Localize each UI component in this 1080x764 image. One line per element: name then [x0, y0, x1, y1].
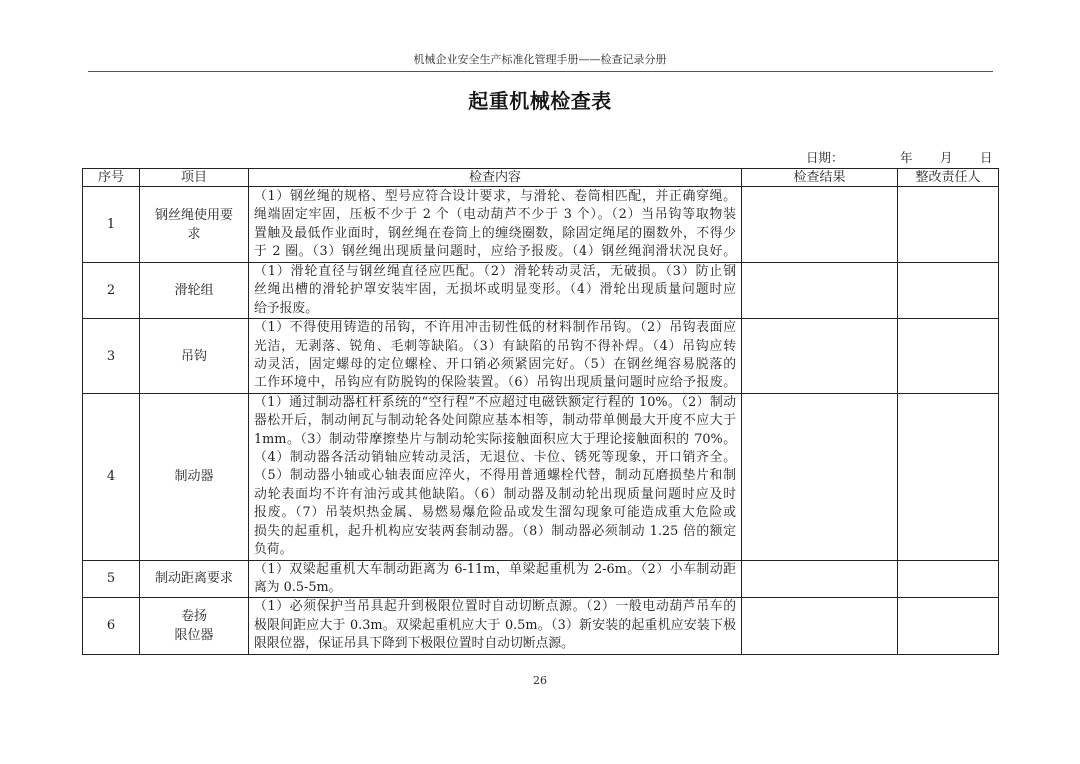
item-name-cell [140, 319, 249, 394]
row-number: 3 [83, 319, 140, 394]
content-line-wrapper [254, 356, 736, 374]
content-line-wrapper [254, 561, 736, 579]
table-row [83, 598, 999, 654]
content-line-wrapper [254, 206, 736, 224]
date-label: 日期： [806, 150, 844, 165]
column-header-result: 检查结果 [742, 169, 898, 187]
content-line: 1mm。（3）制动带摩擦垫片与制动轮实际接触面积应大于理论接触面积的 70%。 [254, 431, 736, 447]
item-name-line: 钢丝绳使用要 [154, 207, 233, 223]
table-row [83, 393, 999, 560]
date-day-label: 日 [980, 150, 993, 165]
inspection-content-cell [249, 187, 742, 263]
item-name-line: 卷扬 [180, 608, 207, 624]
inspection-result-cell [742, 263, 898, 319]
content-line: 绳端固定牢固，压板不少于 2 个（电动葫芦不少于 3 个）。（2）当吊钩等取物装 [254, 207, 736, 223]
inspection-table [82, 168, 999, 655]
item-name-cell [140, 263, 249, 319]
row-number: 1 [83, 187, 140, 263]
content-line: （1）双梁起重机大车制动距离为 6-11m，单梁起重机为 2-6m。（2）小车制动距 [254, 561, 736, 577]
page-title: 起重机械检查表 [468, 89, 612, 113]
table-header-row [83, 169, 999, 187]
header-rule [88, 71, 993, 72]
item-name-line: 滑轮组 [174, 283, 214, 299]
content-line-wrapper [254, 486, 736, 504]
column-header-item: 项目 [140, 169, 249, 187]
content-line: （1）通过制动器杠杆系统的“空行程”不应超过电磁铁额定行程的 10%。（2）制动 [254, 394, 736, 410]
page-number: 26 [533, 674, 547, 687]
item-name-line: 制动距离要求 [154, 571, 233, 587]
content-line-wrapper [254, 504, 736, 522]
content-line: 动轮表面均不许有油污或其他缺陷。（6）制动器及制动轮出现质量问题时应及时 [254, 486, 736, 502]
item-name-cell [140, 560, 249, 598]
content-line-wrapper [254, 412, 736, 430]
content-line: 丝绳出槽的滑轮护罩安装牢固，无损坏或明显变形。（4）滑轮出现质量问题时应 [254, 282, 736, 298]
row-number: 2 [83, 263, 140, 319]
responsible-person-cell [898, 263, 999, 319]
content-line: （1）滑轮直径与钢丝绳直径应匹配。（2）滑轮转动灵活，无破损。（3）防止钢 [254, 264, 736, 279]
table-row [83, 263, 999, 319]
content-line-wrapper [254, 394, 736, 412]
running-header: 机械企业安全生产标准化管理手册——检查记录分册 [413, 53, 667, 66]
content-line: 限限位器，保证吊具下降到下极限位置时自动切断点源。 [254, 636, 574, 652]
item-name-line: 求 [187, 226, 201, 242]
responsible-person-cell [898, 187, 999, 263]
inspection-result-cell [742, 393, 898, 560]
inspection-content-cell [249, 263, 742, 319]
content-line-wrapper [254, 541, 736, 559]
item-name-line: 制动器 [174, 469, 214, 485]
responsible-person-cell [898, 560, 999, 598]
content-line-wrapper [254, 579, 736, 597]
inspection-result-cell [742, 560, 898, 598]
content-line: 器松开后，制动闸瓦与制动轮各处间隙应基本相等，制动带单侧最大开度不应大于 [254, 413, 736, 429]
content-line: （1）必须保护当吊具起升到极限位置时自动切断点源。（2）一般电动葫芦吊车的 [254, 599, 736, 615]
content-line-wrapper [254, 374, 736, 392]
content-line-wrapper [254, 319, 736, 337]
item-name-cell [140, 598, 249, 654]
table-row [83, 187, 999, 263]
row-number: 4 [83, 393, 140, 560]
content-line: 报废。（7）吊装炽热金属、易燃易爆危险品或发生溜勾现象可能造成重大危险或 [254, 505, 736, 521]
date-line [0, 150, 1080, 166]
column-header-no: 序号 [83, 169, 140, 187]
table-row [83, 560, 999, 598]
content-line: 损失的起重机，起升机构应安装两套制动器。（8）制动器必须制动 1.25 倍的额定 [254, 523, 736, 539]
content-line: 光洁，无剥落、锐角、毛刺等缺陷。（3）有缺陷的吊钩不得补焊。（4）吊钩应转 [254, 338, 736, 354]
content-line: （1）不得使用铸造的吊钩，不许用冲击韧性低的材料制作吊钩。（2）吊钩表面应 [254, 320, 736, 336]
content-line-wrapper [254, 243, 736, 261]
date-month-label: 月 [940, 150, 953, 165]
content-line-wrapper [254, 617, 736, 635]
content-line-wrapper [254, 188, 736, 206]
table-row [83, 319, 999, 394]
inspection-content-cell [249, 393, 742, 560]
inspection-content-cell [249, 560, 742, 598]
table-body [83, 187, 999, 655]
content-line-wrapper [254, 523, 736, 541]
inspection-result-cell [742, 598, 898, 654]
content-line: 极限间距应大于 0.3m。双梁起重机应大于 0.5m。（3）新安装的起重机应安装下极 [254, 617, 736, 633]
content-line-wrapper [254, 635, 736, 653]
content-line-wrapper [254, 598, 736, 616]
content-line: 动灵活，固定螺母的定位螺栓、开口销必须紧固完好。（5）在钢丝绳容易脱落的 [254, 357, 736, 373]
content-line: （1）钢丝绳的规格、型号应符合设计要求，与滑轮、卷筒相匹配，并正确穿绳。 [254, 188, 736, 204]
inspection-result-cell [742, 319, 898, 394]
content-line: 给予报废。 [254, 300, 318, 316]
content-line: 离为 0.5-5m。 [254, 579, 342, 595]
row-number: 5 [83, 560, 140, 598]
column-header-responsible: 整改责任人 [898, 169, 999, 187]
item-name-line: 吊钩 [180, 348, 207, 364]
content-line: 工作环境中，吊钩应有防脱钩的保险装置。（6）吊钩出现质量问题时应给予报废。 [254, 375, 736, 391]
content-line-wrapper [254, 449, 736, 467]
content-line-wrapper [254, 225, 736, 243]
item-name-cell [140, 187, 249, 263]
content-line-wrapper [254, 431, 736, 449]
inspection-content-cell [249, 319, 742, 394]
item-name-cell [140, 393, 249, 560]
content-line-wrapper [254, 263, 736, 281]
responsible-person-cell [898, 319, 999, 394]
content-line: （4）制动器各活动销轴应转动灵活，无退位、卡位、锈死等现象，开口销齐全。 [254, 450, 736, 466]
content-line-wrapper [254, 338, 736, 356]
column-header-content: 检查内容 [249, 169, 742, 187]
content-line: 于 2 圈。（3）钢丝绳出现质量问题时，应给予报废。（4）钢丝绳润滑状况良好。 [254, 243, 736, 259]
content-line: 置触及最低作业面时，钢丝绳在卷筒上的缠绕圈数，除固定绳尾的圈数外，不得少 [254, 225, 736, 241]
date-year-label: 年 [900, 150, 913, 165]
row-number: 6 [83, 598, 140, 654]
responsible-person-cell [898, 393, 999, 560]
inspection-result-cell [742, 187, 898, 263]
content-line-wrapper [254, 281, 736, 299]
content-line-wrapper [254, 467, 736, 485]
content-line: （5）制动器小轴或心轴表面应淬火，不得用普通螺栓代替，制动瓦磨损垫片和制 [254, 468, 736, 484]
inspection-content-cell [249, 598, 742, 654]
responsible-person-cell [898, 598, 999, 654]
content-line: 负荷。 [254, 542, 293, 558]
item-name-line: 限位器 [174, 627, 214, 643]
content-line-wrapper [254, 300, 736, 318]
